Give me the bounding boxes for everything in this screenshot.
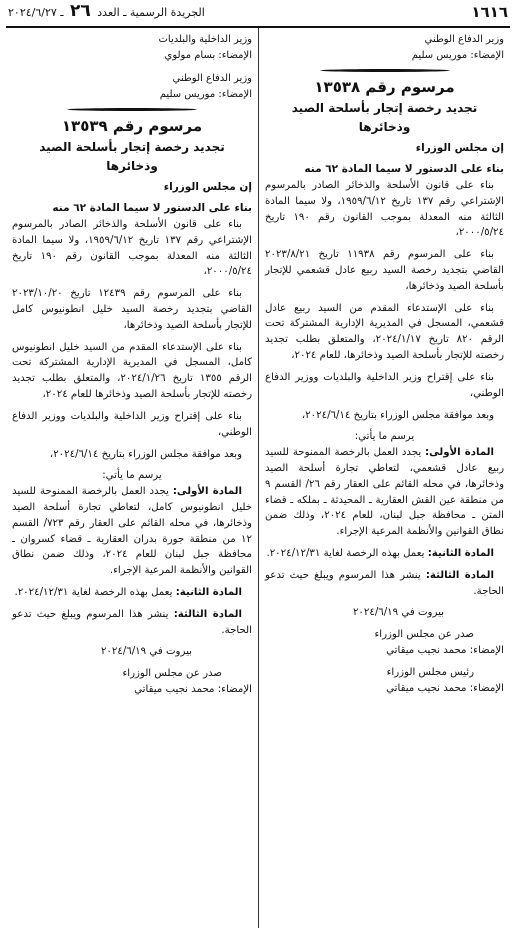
- decree-subject: تجديد رخصة إتجار بأسلحة الصيد وذخائرها: [291, 101, 478, 134]
- article-2: المادة الثانية: يعمل بهذه الرخصة لغاية ٢٠٢٤/١٢/٣١.: [14, 587, 242, 599]
- right-column: [258, 28, 510, 928]
- paragraph: بناء على قانون الأسلحة والذخائر الصادر بالمرسوم الإشتراعي رقم ١٣٧ تاريخ ١٩٥٩/٦/١٢، ولا سيما المادة الثالثة منه المعدلة بموجب القانون رقم ١٩٠ تاريخ ٢٠٠٠/٥/٢٤،: [12, 218, 252, 278]
- issued-by: صدر عن مجلس الوزراء: [374, 629, 474, 641]
- article-1: المادة الأولى: يجدد العمل بالرخصة الممنوحة للسيد خليل انطونيوس كامل، لتعاطي تجارة أسلحة الصيد وذخائرها، في محله القائم على العقار رقم ٧٢٣/ القسم ١٢ من منطقة جورة بدران العقارية ـ قضاء كسروان ـ محافظة جبل لبنان للعام ٢٠٢٤، وذلك ضمن نطاق القوانين والأنظمة المرعية الإجراء.: [12, 486, 252, 577]
- separator: [320, 69, 450, 72]
- signer-name: الإمضاء: موريس سليم: [411, 49, 504, 61]
- signer-name: الإمضاء: محمد نجيب ميقاتي: [134, 684, 252, 696]
- decree-subject: تجديد رخصة إتجار بأسلحة الصيد وذخائرها: [39, 140, 225, 173]
- decrees-line: يرسم ما يأتي:: [102, 470, 162, 482]
- decree-number: مرسوم رقم ١٣٥٣٨: [314, 78, 455, 96]
- place-date: بيروت في ٢٠٢٤/٦/١٩: [352, 607, 444, 619]
- signer-title: وزير الدفاع الوطني: [424, 34, 504, 45]
- place-date: بيروت في ٢٠٢٤/٦/١٩: [100, 646, 192, 658]
- gazette-title: الجريدة الرسمية ـ العدد ٢٦ ـ ٢٠٢٤/٦/٢٧: [8, 0, 205, 21]
- decrees-line: يرسم ما يأتي:: [354, 431, 415, 443]
- second-signature: [12, 71, 252, 102]
- article-1: المادة الأولى: يجدد العمل بالرخصة الممنوحة للسيد ربيع عادل قشعمي، لتعاطي تجارة أسلحة الصيد وذخائرها، في محله القائم على العقار رقم ٢٦/ القسم ٩ من منطقة عين القش العقارية ـ المحيدثة ـ بملكه ـ قضاء المتن ـ محافظة جبل لبنان، للعام ٢٠٢٤، وذلك ضمن نطاق القوانين والأنظمة المرعية الإجراء.: [265, 447, 504, 538]
- paragraph: وبعد موافقة مجلس الوزراء بتاريخ ٢٠٢٤/٦/١٤،: [301, 409, 494, 421]
- signer-name: الإمضاء: موريس سليم: [159, 88, 252, 100]
- signer-name: الإمضاء: محمد نجيب ميقاتي: [386, 682, 504, 694]
- issued-by: صدر عن مجلس الوزراء: [122, 668, 222, 680]
- legal-basis: بناء على الدستور لا سيما المادة ٦٢ منه: [304, 162, 504, 175]
- paragraph: بناء على إقتراح وزير الداخلية والبلديات ووزير الدفاع الوطني،: [12, 410, 252, 438]
- authority: إن مجلس الوزراء: [163, 181, 252, 194]
- issue-number: ٢٦: [70, 0, 91, 21]
- top-signature: [265, 32, 504, 63]
- decree-number: مرسوم رقم ١٣٥٣٩: [61, 117, 203, 135]
- paragraph: بناء على الإستدعاء المقدم من السيد خليل انطونيوس كامل، المسجل في المديرية الإدارية المشتركة تحت الرقم ١٣٥٥ تاريخ ٢٠٢٤/١/٢٦، والمتعلق بطلب تجديد رخصته للإتجار بأسلحة الصيد وذخائرها للعام ٢٠٢٤،: [12, 341, 252, 401]
- columns: [6, 28, 510, 928]
- pm-title: رئيس مجلس الوزراء: [386, 666, 474, 678]
- paragraph: بناء على المرسوم رقم ١٢٤٣٩ تاريخ ٢٠٢٣/١٠/٢٠ القاضي بتجديد رخصة السيد خليل انطونيوس كامل للإتجار بأسلحة الصيد وذخائرها،: [12, 288, 252, 331]
- signer-name: الإمضاء: محمد نجيب ميقاتي: [386, 645, 504, 657]
- top-signature: [12, 32, 252, 63]
- paragraph: بناء على المرسوم رقم ١١٩٣٨ تاريخ ٢٠٢٣/٨/٢١ القاضي بتجديد رخصة السيد ربيع عادل قشعمي للإتجار بأسلحة الصيد وذخائرها،: [265, 249, 504, 292]
- article-3: المادة الثالثة: ينشر هذا المرسوم ويبلغ حيث تدعو الحاجة.: [12, 608, 252, 636]
- signer-title: وزير الدفاع الوطني: [172, 73, 252, 84]
- article-2: المادة الثانية: يعمل بهذه الرخصة لغاية ٢٠٢٤/١٢/٣١.: [266, 548, 494, 560]
- separator: [67, 108, 197, 111]
- paragraph: بناء على قانون الأسلحة والذخائر الصادر بالمرسوم الإشتراعي رقم ١٣٧ تاريخ ١٩٥٩/٦/١٢، ولا سيما المادة الثالثة منه المعدلة بموجب القانون رقم ١٩٠ تاريخ ٢٠٠٠/٥/٢٤،: [265, 179, 505, 239]
- paragraph: بناء على الإستدعاء المقدم من السيد ربيع عادل قشعمي، المسجل في المديرية الإدارية المشتركة تحت الرقم ٨٢٠ تاريخ ٢٠٢٤/١/١٧، والمتعلق بطلب تجديد رخصته للإتجار بأسلحة الصيد وذخائرها، للعام ٢٠٢٤،: [265, 302, 504, 362]
- paragraph: وبعد موافقة مجلس الوزراء بتاريخ ٢٠٢٤/٦/١٤،: [49, 448, 242, 460]
- article-3: المادة الثالثة: ينشر هذا المرسوم ويبلغ حيث تدعو الحاجة.: [265, 569, 504, 597]
- paragraph: بناء على إقتراح وزير الداخلية والبلديات ووزير الدفاع الوطني،: [265, 371, 504, 399]
- page-header: [6, 0, 510, 28]
- gazette-name: الجريدة الرسمية ـ العدد: [97, 5, 205, 19]
- page-number: ١٦١٦: [471, 2, 508, 21]
- signer-title: وزير الداخلية والبلديات: [158, 34, 252, 45]
- left-column: [6, 28, 258, 928]
- authority: إن مجلس الوزراء: [415, 142, 504, 155]
- signer-name: الإمضاء: بسام مولوي: [164, 49, 252, 61]
- legal-basis: بناء على الدستور لا سيما المادة ٦٢ منه: [52, 201, 252, 214]
- issue-date: ٢٠٢٤/٦/٢٧: [8, 5, 57, 19]
